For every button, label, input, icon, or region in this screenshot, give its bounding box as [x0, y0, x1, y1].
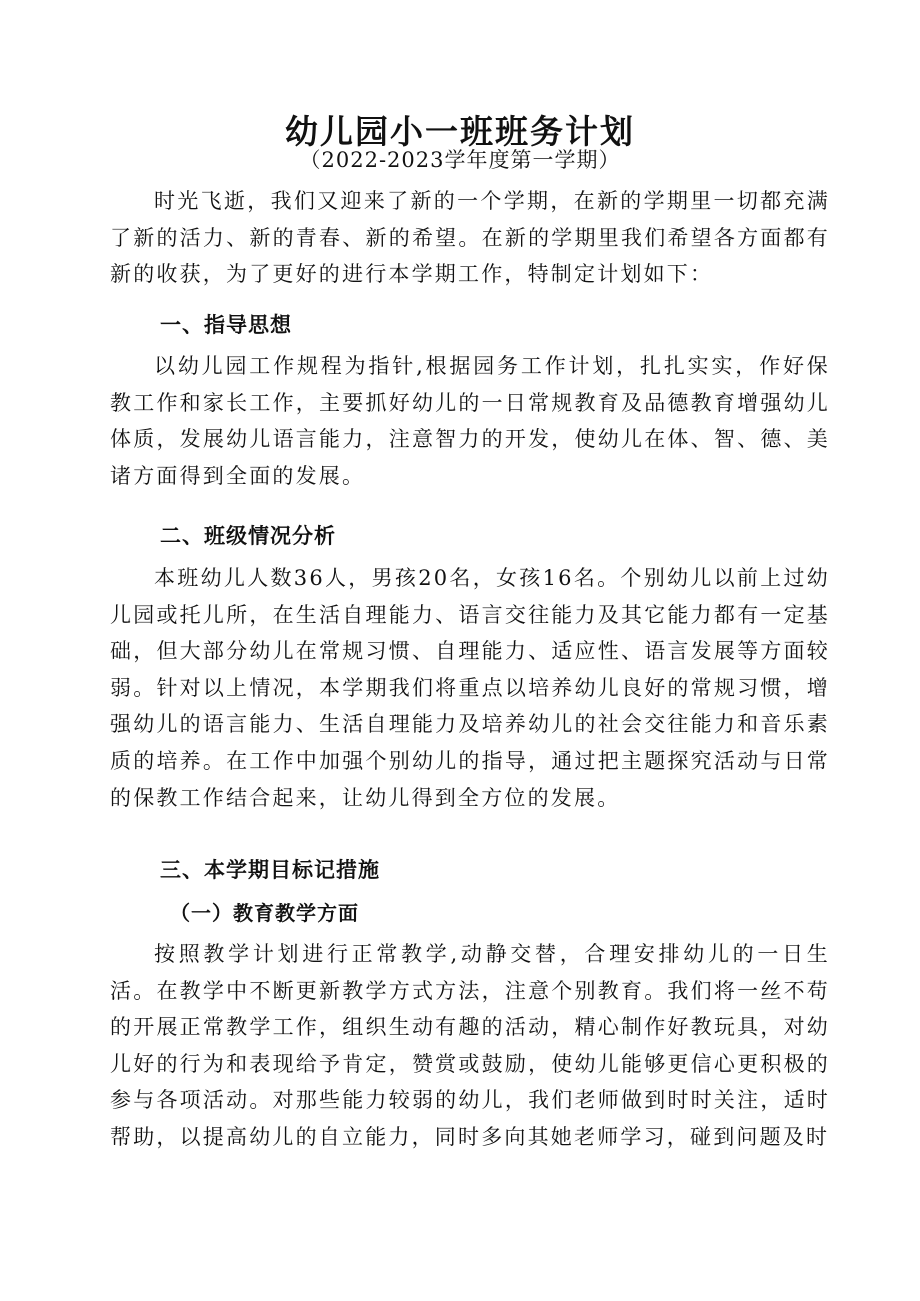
- subsection-heading-teaching: （一）教育教学方面: [170, 901, 359, 925]
- section-paragraph-guiding-thought: 以幼儿园工作规程为指针,根据园务工作计划，扎扎实实，作好保教工作和家长工作，主要抓好幼儿的一日常规教育及品德教育增强幼儿体质，发展幼儿语言能力，注意智力的开发，使幼儿在体、智、德、美诸方面得到全面的发展。: [110, 354, 830, 488]
- section-heading-class-analysis: 二、班级情况分析: [160, 524, 336, 548]
- page-title: 幼儿园小一班班务计划: [285, 112, 635, 152]
- section-paragraph-teaching: 按照教学计划进行正常教学,动静交替，合理安排幼儿的一日生活。在教学中不断更新教学方式方法，注意个别教育。我们将一丝不苟的开展正常教学工作，组织生动有趣的活动，精心制作好教玩具，对幼儿好的行为和表现给予肯定，赞赏或鼓励，使幼儿能够更信心更积极的参与各项活动。对那些能力较弱的幼儿，我们老师做到时时关注，适时帮助，以提高幼儿的自立能力，同时多向其她老师学习，碰到问题及时: [110, 942, 830, 1149]
- section-heading-goals-measures: 三、本学期目标记措施: [160, 858, 380, 882]
- section-heading-guiding-thought: 一、指导思想: [160, 313, 292, 337]
- intro-paragraph: 时光飞逝，我们又迎来了新的一个学期，在新的学期里一切都充满了新的活力、新的青春、新的希望。在新的学期里我们希望各方面都有新的收获，为了更好的进行本学期工作，特制定计划如下：: [110, 189, 830, 287]
- page-subtitle: （2022-2023学年度第一学期）: [299, 148, 621, 172]
- section-paragraph-class-analysis: 本班幼儿人数36人，男孩20名，女孩16名。个别幼儿以前上过幼儿园或托儿所，在生活自理能力、语言交往能力及其它能力都有一定基础，但大部分幼儿在常规习惯、自理能力、适应性、语言发展等方面较弱。针对以上情况，本学期我们将重点以培养幼儿良好的常规习惯，增强幼儿的语言能力、生活自理能力及培养幼儿的社会交往能力和音乐素质的培养。在工作中加强个别幼儿的指导，通过把主题探究活动与日常的保教工作结合起来，让幼儿得到全方位的发展。: [110, 566, 830, 810]
